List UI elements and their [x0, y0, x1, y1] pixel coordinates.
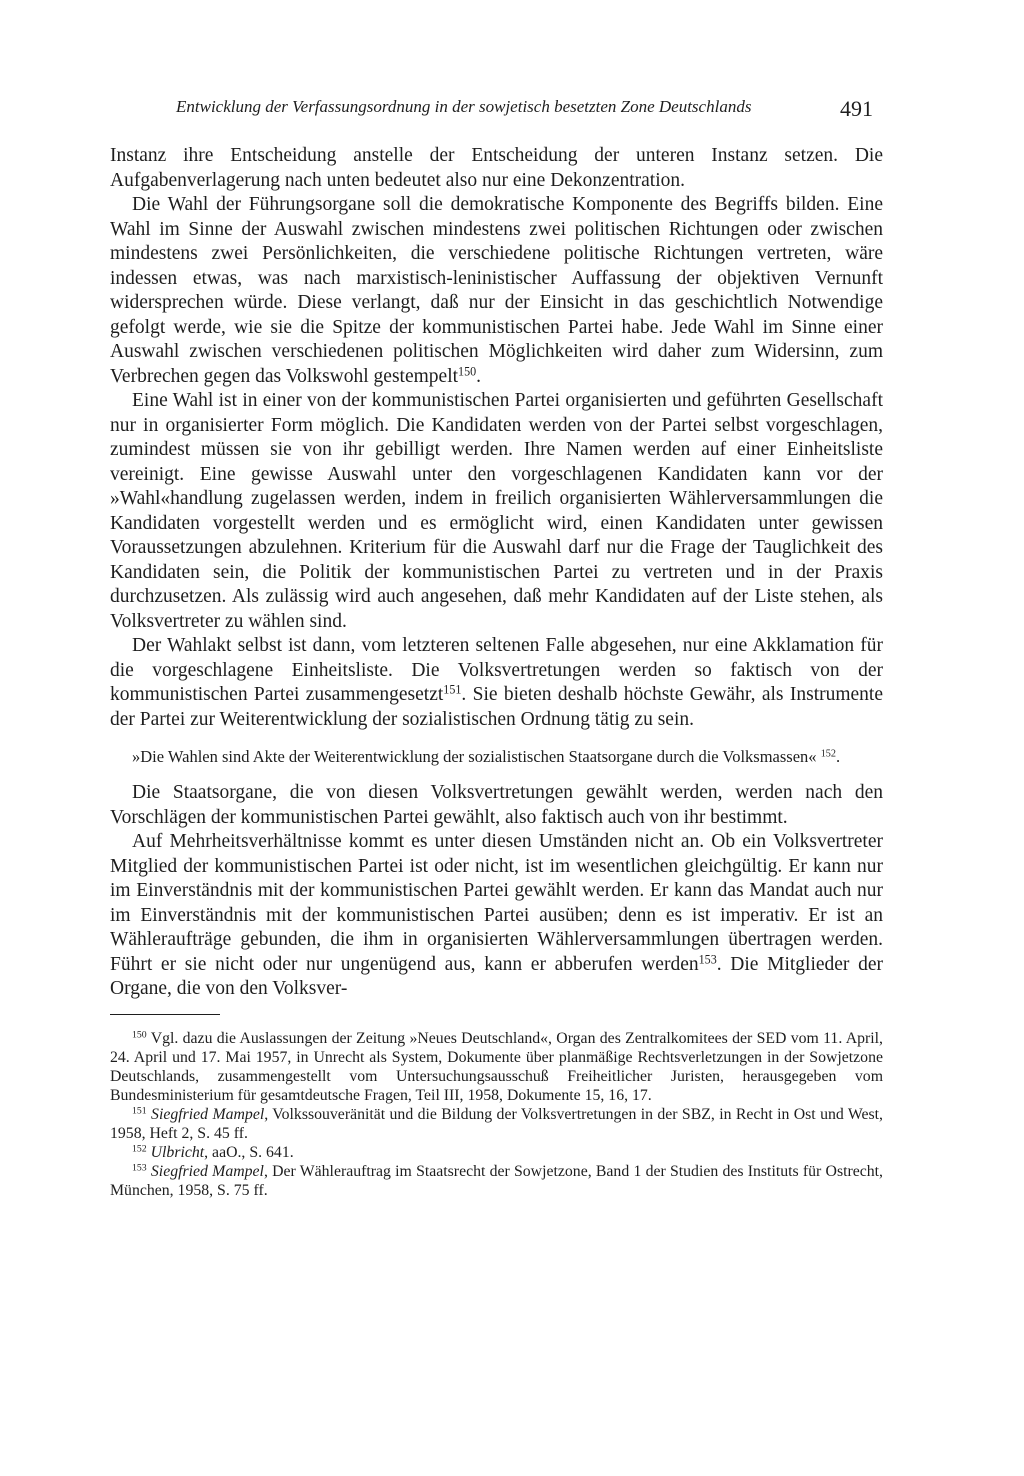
paragraph-6-text-b: . Die Mitglieder der Organe, die von den Volksver- [110, 953, 883, 999]
footnote-divider [110, 1014, 220, 1015]
footnote-author: Siegfried Mampel [150, 1162, 264, 1180]
paragraph-2 [110, 193, 883, 389]
block-quote [132, 746, 883, 767]
paragraph-4-text-a: Der Wahlakt selbst ist dann, vom letzteren seltenen Falle abgesehen, nur eine Akklamation für die vorgeschlagene Einheitsliste. Die Volksvertretungen werden so faktisch von der kommunistischen Partei zusammengesetzt [110, 635, 883, 705]
footnote-author: Ulbricht [150, 1143, 205, 1161]
footnote-150 [110, 1029, 883, 1105]
paragraph-5: Die Staatsorgane, die von diesen Volksvertretungen gewählt werden, werden nach den Vorschlägen der kommunistischen Partei gewählt, also faktisch auch von ihr bestimmt. [110, 782, 883, 828]
paragraph-4-text-b: . Sie bieten deshalb höchste Gewähr, als Instrumente der Partei zur Weiterentwicklung der sozialistischen Ordnung tätig zu sein. [110, 684, 883, 730]
paragraph-6 [110, 830, 883, 1002]
paragraph-1: Instanz ihre Entscheidung anstelle der Entscheidung der unteren Instanz setzen. Die Aufgabenverlagerung nach unten bedeutet also nur eine Dekonzentration. [110, 145, 883, 191]
footnote-153 [110, 1162, 883, 1200]
paragraph-4 [110, 634, 883, 732]
footnote-151 [110, 1105, 883, 1143]
footnote-ref-150[interactable]: 150 [458, 363, 477, 378]
paragraph-2-text: Die Wahl der Führungsorgane soll die demokratische Komponente des Begriffs bilden. Eine Wahl im Sinne der Auswahl zwischen mindestens zwei politischen Richtungen oder zwischen mindestens zwei Persönlichkeiten, die verschiedene politische Richtungen vertreten, wäre indessen etwas, was nach marxistisch-leninistischer Auffassung der objektiven Vernunft widersprechen würde. Diese verlangt, daß nur der Einsicht in das geschichtlich Notwendige gefolgt werde, wie sie die Spitze der kommunistischen Partei habe. Jede Wahl im Sinne einer Auswahl zwischen verschiedenen politischen Möglichkeiten wird daher zum Widersinn, zum Verbrechen gegen das Volkswohl gestempelt [110, 194, 883, 387]
footnotes [110, 1029, 883, 1200]
footnote-number: 152 [132, 1143, 147, 1155]
paragraph-2-end: . [476, 365, 482, 387]
footnote-text: Vgl. dazu die Auslassungen der Zeitung »Neues Deutschland«, Organ des Zentralkomitees der SED vom 11. April, 24. April und 17. Mai 1957, in Unrecht als System, Dokumente über planmäßige Rechtsverletzungen in der Sowjetzone Deutschlands, zusammengestellt vom Untersuchungsausschuß Freiheitlicher Juristen, herausgegeben vom Bundesministerium für gesamtdeutsche Fragen, Teil III, 1958, Dokumente 15, 16, 17. [110, 1029, 883, 1104]
main-text [110, 144, 883, 1200]
page-number: 491 [840, 96, 873, 121]
footnote-ref-152[interactable]: 152 [820, 748, 837, 760]
footnote-text: , aaO., S. 641. [204, 1143, 294, 1161]
quote-text: »Die Wahlen sind Akte der Weiterentwicklung der sozialistischen Staatsorgane durch die Volksmassen« [132, 747, 821, 766]
footnote-ref-151[interactable]: 151 [443, 682, 462, 697]
footnote-author: Siegfried Mampel [151, 1105, 265, 1123]
paragraph-6-text-a: Auf Mehrheitsverhältnisse kommt es unter diesen Umständen nicht an. Ob ein Volksvertreter Mitglied der kommunistischen Partei ist oder nicht, ist im wesentlichen gleichgültig. Er kann nur im Einverständnis mit der kommunistischen Partei gewählt werden. Er kann das Mandat auch nur im Einverständnis mit der kommunistischen Partei ausüben; denn es ist imperativ. Er ist an Wähleraufträge gebunden, die ihm in organisierten Wählerversammlungen übertragen werden. Führt er sie nicht oder nur ungenügend aus, kann er abberufen werden [110, 831, 883, 975]
footnote-number: 150 [132, 1029, 147, 1041]
paragraph-3: Eine Wahl ist in einer von der kommunistischen Partei organisierten und geführten Gesellschaft nur in organisierter Form möglich. Die Kandidaten werden von der Partei selbst vorgeschlagen, zumindest müssen sie von ihr gebilligt werden. Ihre Namen werden auf einer Einheitsliste vereinigt. Eine gewisse Auswahl unter den vorgeschlagenen Kandidaten kann vor der »Wahl«handlung zugelassen werden, indem in freilich organisierten Wählerversammlungen die Kandidaten vorgestellt werden und es ermöglicht wird, einen Kandidaten unter gewissen Voraussetzungen abzulehnen. Kriterium für die Auswahl darf nur die Frage der Tauglichkeit des Kandidaten sein, die Politik der kommunistischen Partei zu vertreten und in der Praxis durchzusetzen. Als zulässig wird auch angesehen, daß mehr Kandidaten auf der Liste stehen, als Volksvertreter zu wählen sind. [110, 390, 883, 632]
footnote-text: , Der Wählerauftrag im Staatsrecht der Sowjetzone, Band 1 der Studien des Instituts für Ostrecht, München, 1958, S. 75 ff. [110, 1162, 883, 1199]
quote-end: . [836, 747, 841, 766]
running-title: Entwicklung der Verfassungsordnung in der sowjetisch besetzten Zone Deutschlands [176, 97, 752, 116]
footnote-number: 151 [132, 1105, 147, 1117]
footnote-ref-153[interactable]: 153 [698, 951, 717, 966]
footnote-152 [110, 1143, 883, 1162]
footnote-text: , Volkssouveränität und die Bildung der Volksvertretungen in der SBZ, in Recht in Ost und West, 1958, Heft 2, S. 45 ff. [110, 1105, 883, 1142]
footnote-number: 153 [132, 1162, 147, 1174]
